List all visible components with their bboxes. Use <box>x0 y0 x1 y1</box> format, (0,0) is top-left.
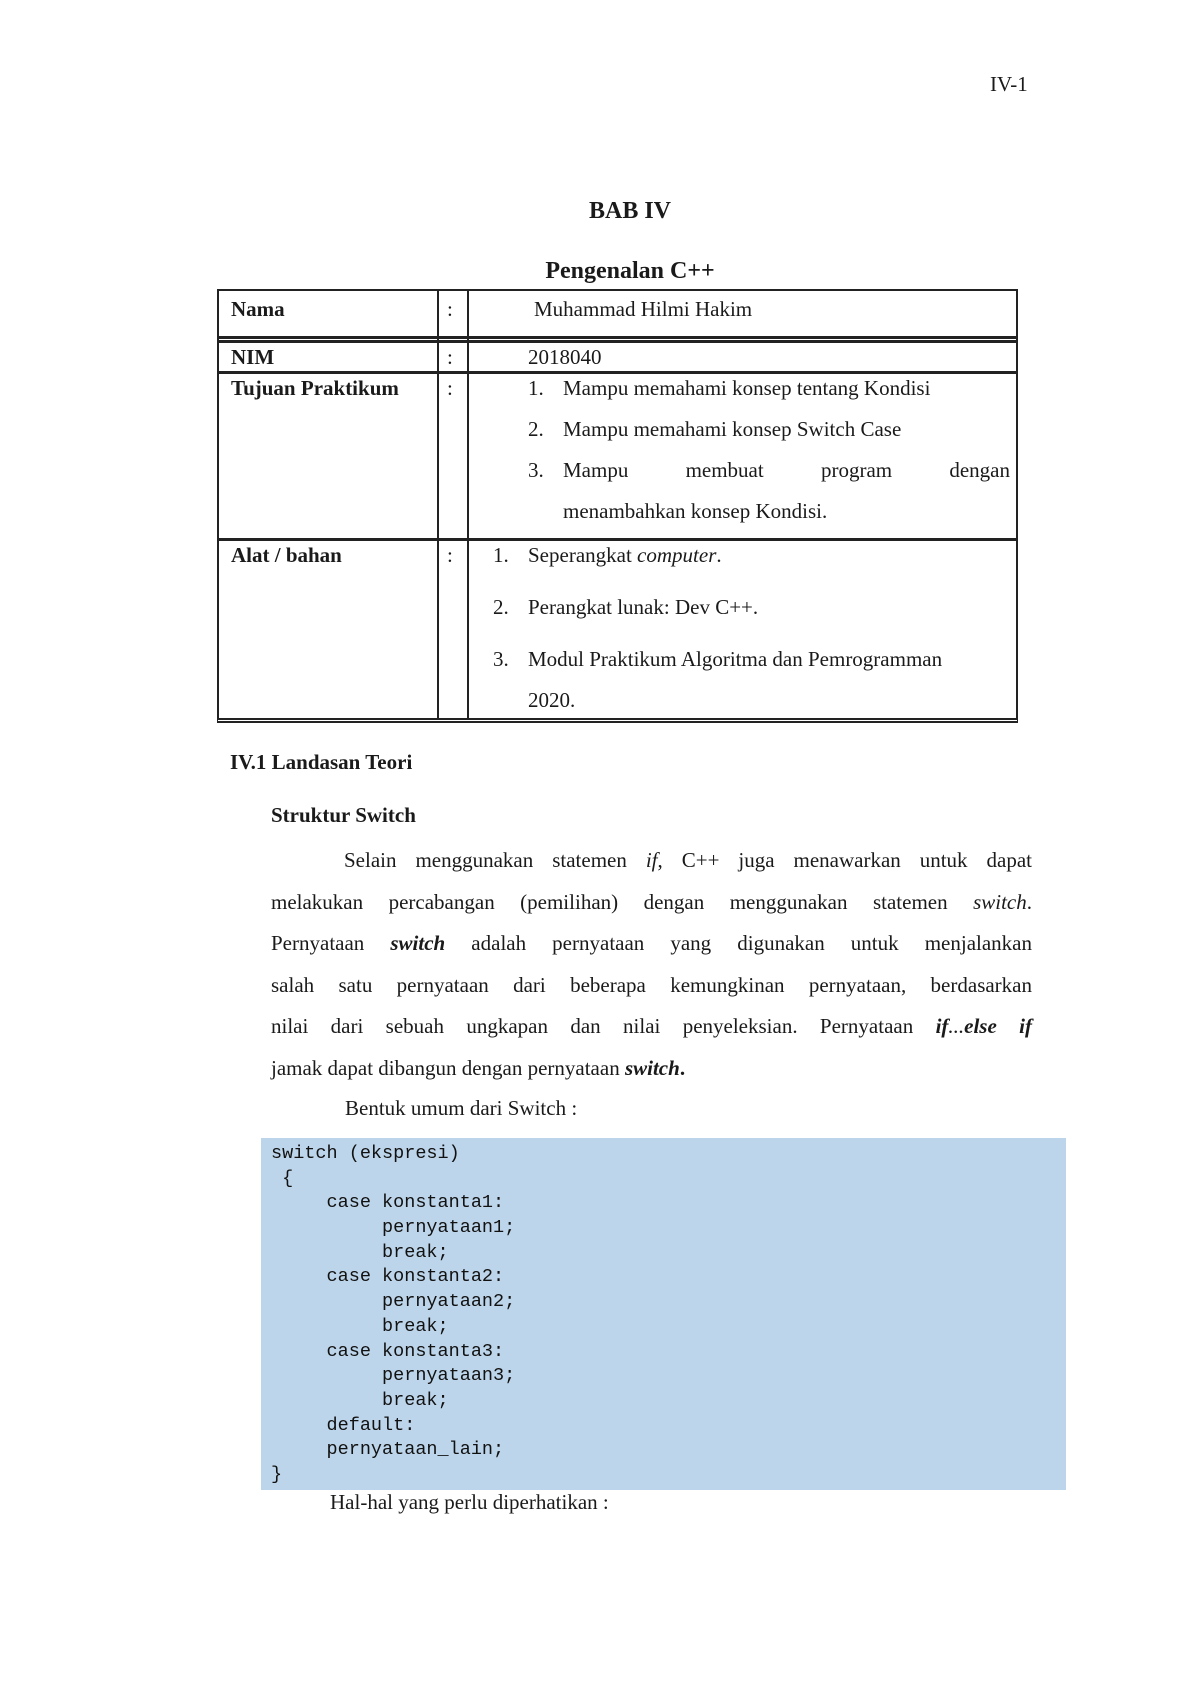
paragraph-line: nilai dari sebuah ungkapan dan nilai penyeleksian. Pernyataan if...else if <box>271 1014 1032 1038</box>
row-separator <box>219 340 1016 343</box>
nama-label: Nama <box>231 297 285 321</box>
code-line: pernyataan_lain; <box>271 1439 505 1461</box>
info-table <box>217 289 1018 723</box>
row-separator <box>219 336 1016 339</box>
table-divider-2 <box>467 291 469 718</box>
paragraph-line: Selain menggunakan statemen if, C++ juga menawarkan untuk dapat <box>344 848 1032 872</box>
paragraph-switch <box>271 840 1032 1089</box>
sub-heading: Struktur Switch <box>271 803 416 827</box>
list-text: Perangkat lunak: Dev C++. <box>528 595 759 619</box>
word: membuat <box>685 458 764 482</box>
code-line: case konstanta3: <box>271 1340 505 1362</box>
code-line: break; <box>271 1241 449 1263</box>
page-number: IV-1 <box>990 72 1028 96</box>
list-number: 3. <box>528 458 544 482</box>
row-separator <box>219 538 1016 541</box>
bentuk-label: Bentuk umum dari Switch : <box>345 1096 578 1120</box>
code-line: default: <box>271 1414 416 1436</box>
code-line: break; <box>271 1389 449 1411</box>
list-number: 2. <box>493 595 509 619</box>
list-text-continued: 2020. <box>528 688 576 712</box>
table-divider-1 <box>437 291 439 718</box>
list-number: 2. <box>528 417 544 441</box>
word: Mampu <box>563 458 629 482</box>
chapter-title: BAB IV <box>588 198 672 224</box>
code-line: pernyataan3; <box>271 1365 516 1387</box>
list-text: Mampu memahami konsep tentang Kondisi <box>563 376 931 400</box>
list-number: 1. <box>493 543 509 567</box>
section-heading: IV.1 Landasan Teori <box>230 750 413 774</box>
list-text: Mampu memahami konsep Switch Case <box>563 417 902 441</box>
list-number: 3. <box>493 647 509 671</box>
list-number: 1. <box>528 376 544 400</box>
hal-label: Hal-hal yang perlu diperhatikan : <box>330 1490 609 1514</box>
tujuan-label: Tujuan Praktikum <box>231 376 399 400</box>
code-line: break; <box>271 1315 449 1337</box>
list-text <box>528 543 722 568</box>
nim-value: 2018040 <box>528 345 602 369</box>
tujuan-list <box>528 376 1010 536</box>
nim-colon: : <box>447 345 453 369</box>
nama-value: Muhammad Hilmi Hakim <box>534 297 753 321</box>
list-text-plain: Seperangkat <box>528 543 638 567</box>
list-text: Modul Praktikum Algoritma dan Pemrogramman <box>528 647 943 671</box>
nama-colon: : <box>447 297 453 321</box>
paragraph-line: melakukan percabangan (pemilihan) dengan menggunakan statemen switch. <box>271 889 1032 914</box>
alat-colon: : <box>447 543 453 567</box>
code-line: case konstanta2: <box>271 1266 505 1288</box>
list-text-continued: menambahkan konsep Kondisi. <box>563 499 828 523</box>
code-block <box>261 1138 1066 1490</box>
chapter-subtitle: Pengenalan C++ <box>545 258 715 284</box>
code-line: switch (ekspresi) <box>271 1143 460 1164</box>
tujuan-colon: : <box>447 376 453 400</box>
row-separator <box>219 371 1016 374</box>
alat-list <box>493 543 1011 713</box>
word: dengan <box>949 458 1010 482</box>
list-text-after: . <box>716 543 722 567</box>
code-line: pernyataan1; <box>271 1217 516 1239</box>
alat-label: Alat / bahan <box>231 543 342 567</box>
paragraph-line: salah satu pernyataan dari beberapa kemungkinan pernyataan, berdasarkan <box>271 972 1032 997</box>
code-line: } <box>271 1463 283 1485</box>
paragraph-line: Pernyataan switch adalah pernyataan yang digunakan untuk menjalankan <box>271 931 1033 955</box>
code-line: { <box>271 1167 294 1189</box>
code-line: pernyataan2; <box>271 1291 516 1313</box>
code-line: case konstanta1: <box>271 1192 505 1214</box>
paragraph-line: jamak dapat dibangun dengan pernyataan switch. <box>271 1055 686 1080</box>
nim-label: NIM <box>231 345 275 369</box>
word: program <box>820 458 893 482</box>
list-text <box>563 458 1010 483</box>
list-text-italic: computer <box>637 543 717 567</box>
